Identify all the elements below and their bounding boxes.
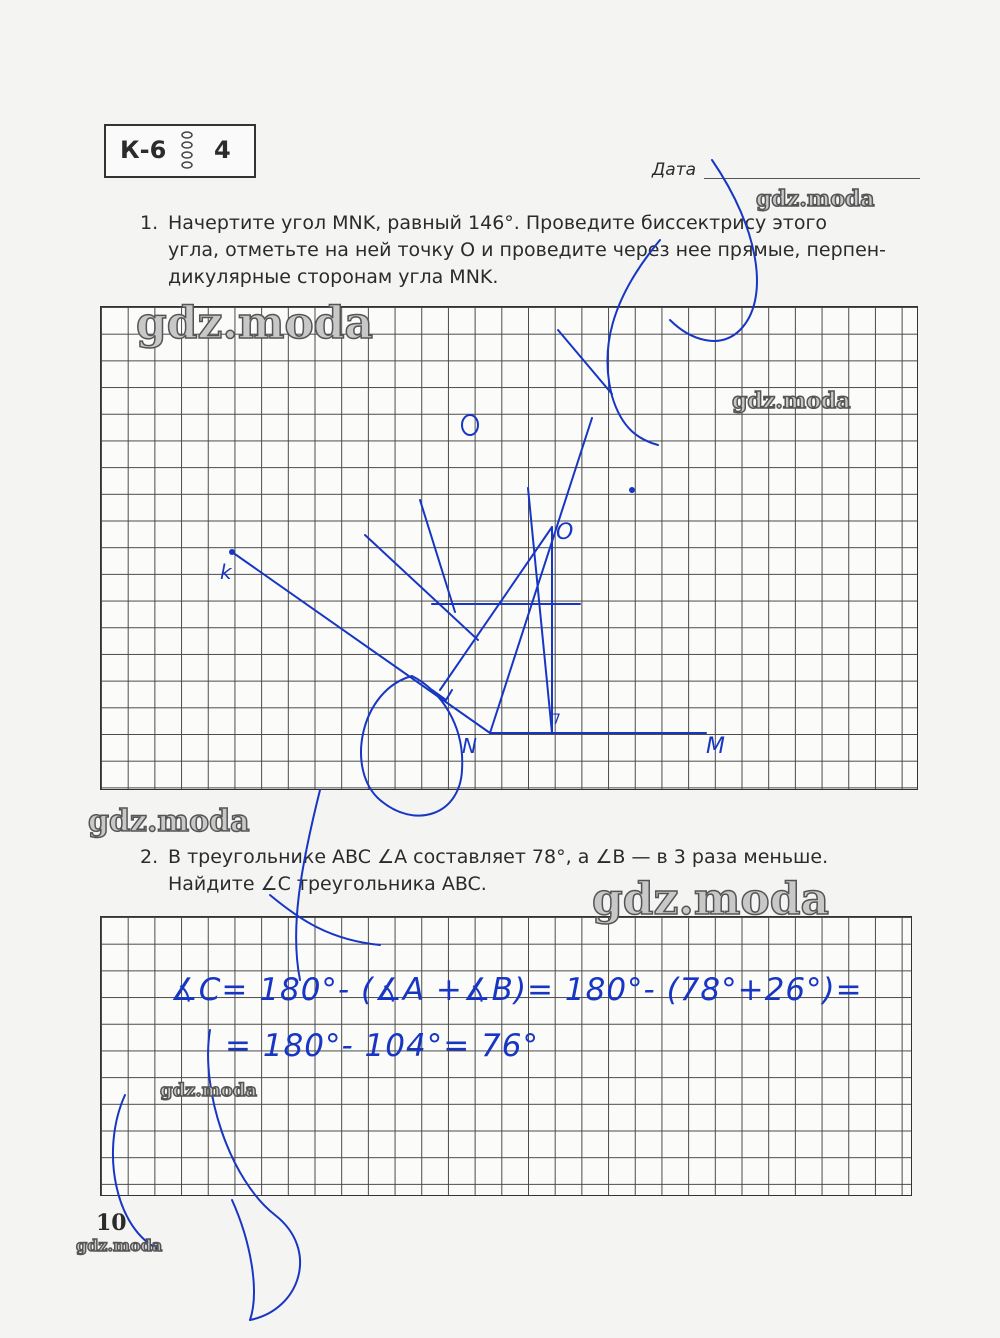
ray-nk — [232, 552, 490, 733]
task-2-line-2: Найдите ∠C треугольника ABC. — [168, 873, 487, 895]
task-1-line-2: угла, отметьте на ней точку O и проведите через нее прямые, перпен- — [168, 239, 887, 261]
bisector — [490, 418, 592, 733]
label-o: O — [556, 520, 574, 545]
date-label: Дата — [652, 160, 697, 180]
label-n: N — [462, 734, 477, 758]
point-k — [229, 549, 235, 555]
watermark: gdz.moda — [756, 186, 875, 212]
scribble-2 — [270, 895, 380, 945]
stroke-1 — [670, 160, 757, 341]
scribble-1 — [296, 790, 320, 980]
task-1-number: 1. — [140, 212, 159, 234]
construction-line-3 — [420, 500, 455, 612]
watermark: gdz.moda — [592, 874, 830, 925]
label-m: M — [706, 734, 725, 759]
solution-line-1: ∡C= 180°- (∡A +∡B)= 180°- (78°+26°)= — [170, 972, 863, 1008]
task-1-line-3: дикулярные сторонам угла MNK. — [168, 266, 499, 288]
solution-line-2: = 180°- 104°= 76° — [225, 1028, 539, 1064]
watermark: gdz.moda — [76, 1236, 163, 1255]
watermark: gdz.moda — [136, 298, 374, 349]
right-angle-mark: 7 — [552, 712, 561, 728]
watermark: gdz.moda — [160, 1080, 257, 1101]
task-code: К-6 — [120, 136, 167, 164]
construction-line-2 — [365, 535, 478, 640]
page-number: 10 — [96, 1210, 127, 1236]
task-1-line-1: Начертите угол MNK, равный 146°. Проведите биссектрису этого — [168, 212, 828, 234]
task-2-number: 2. — [140, 846, 159, 868]
stroke-2 — [607, 240, 660, 445]
label-k: k — [220, 560, 232, 584]
stroke-3 — [558, 330, 612, 394]
task-2-line-1: В треугольнике ABC ∠A составляет 78°, а ∠B — в 3 раза меньше. — [168, 846, 829, 868]
watermark: gdz.moda — [88, 804, 250, 839]
scribble-5 — [232, 1200, 254, 1320]
point-o-circle — [462, 415, 478, 435]
watermark: gdz.moda — [732, 388, 851, 414]
construction-line-4 — [528, 488, 552, 733]
variant-number: 4 — [214, 136, 231, 164]
point-extra — [629, 487, 635, 493]
